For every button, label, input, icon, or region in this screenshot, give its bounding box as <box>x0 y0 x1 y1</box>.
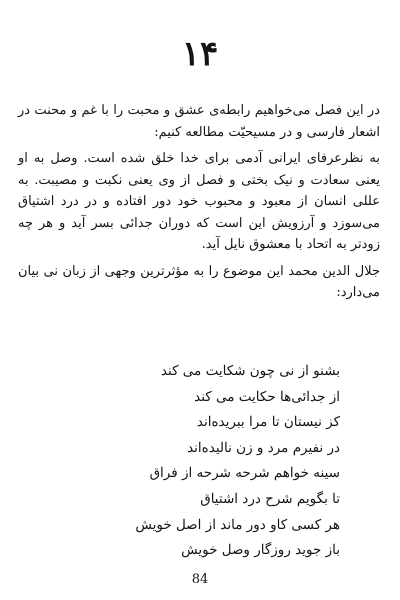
paragraph: جلال الدین محمد این موضوع را به مؤثرترین وجهی از زبان نی بیان می‌دارد: <box>18 263 380 300</box>
body-text <box>18 100 380 304</box>
poem-verse: کز نیستان تا مرا ببریده‌اند <box>196 414 340 431</box>
poem-verse: باز جوید روزگار وصل خویش <box>181 542 340 559</box>
poem-verse: بشنو از نی چون شکایت می کند <box>160 363 340 379</box>
poem-verse: سینه خواهم شرحه شرحه از فراق <box>149 465 340 482</box>
poem-verse: هر کسی کاو دور ماند از اصل خویش <box>135 516 340 533</box>
chapter-number: ۱۴ <box>181 34 219 74</box>
paragraph: در این فصل می‌خواهیم رابطه‌ی عشق و محبت را با غم و محنت در اشعار فارسی و در مسیحیّت مطالعه کنیم: <box>18 103 380 140</box>
poem-verse: از جدائی‌ها حکایت می کند <box>194 388 340 405</box>
paragraph: به نظرعرفای ایرانی آدمی برای خدا خلق شده است. وصل به او یعنی سعادت و نیک بختی و فصل از وی یعنی نکبت و مصیبت. به عللی انسان از معبود و محبوب خود دور افتاده و در درد اشتیاق می‌سوزد و آرزویش این است که دوران جدائی بسر آید و هر چه زودتر به اتحاد با معشوق نایل آید. <box>18 151 380 252</box>
poem-verse: در نفیرم مرد و زن نالیده‌اند <box>187 439 340 456</box>
poem <box>40 359 340 564</box>
page-number: 84 <box>191 572 209 587</box>
poem-verse: تا بگویم شرح درد اشتیاق <box>200 490 340 507</box>
